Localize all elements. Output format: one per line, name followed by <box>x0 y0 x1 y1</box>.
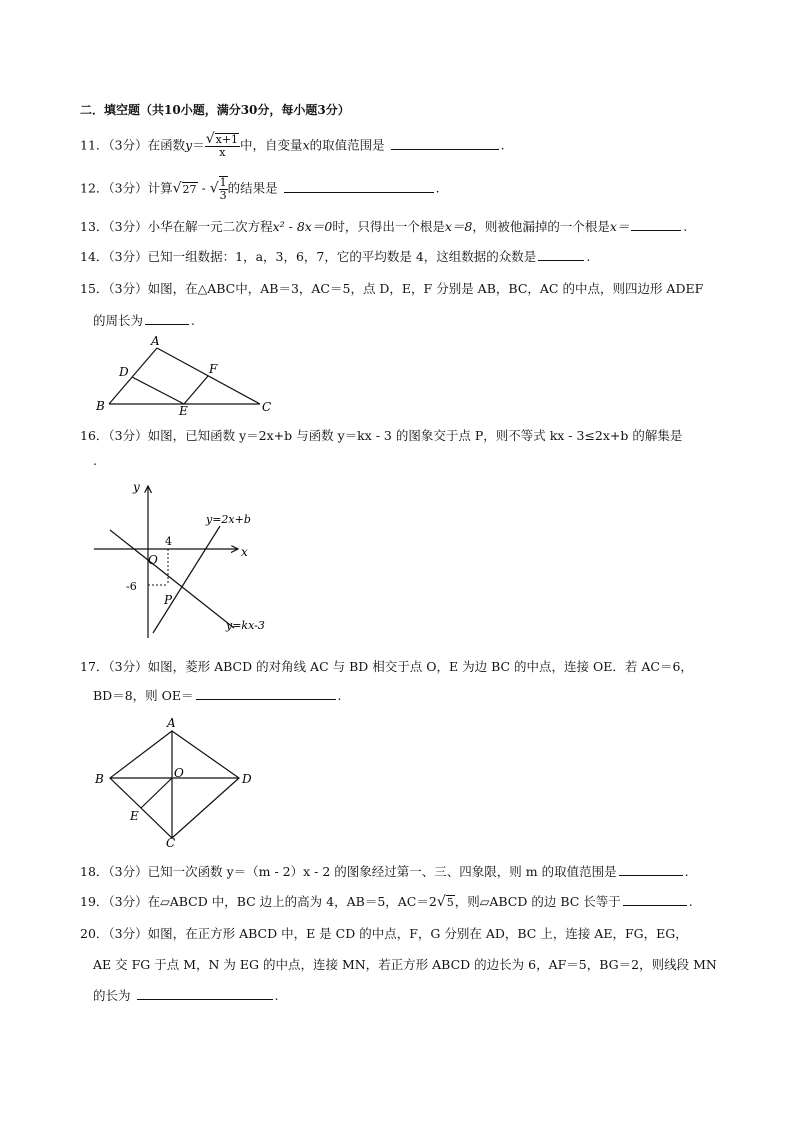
q16-score: （3分） <box>108 428 148 443</box>
answer-blank-18[interactable] <box>619 863 683 876</box>
q17-score: （3分） <box>108 659 148 674</box>
label-o: O <box>174 766 184 780</box>
q12-root1: 27 <box>182 182 197 196</box>
q12-frac-den: 3 <box>219 189 227 202</box>
q12-fraction <box>219 176 228 202</box>
q15-line1: 如图，在△ABC中，AB＝3，AC＝5，点 D，E，F 分别是 AB，BC，AC 的中点，则四边形 ADEF <box>147 281 704 296</box>
question-18 <box>80 862 689 880</box>
q11-denominator: x <box>219 146 226 159</box>
answer-blank-20[interactable] <box>137 987 273 1000</box>
question-15-line1 <box>80 279 703 297</box>
point-p-label: P <box>164 593 173 607</box>
q11-number: 11． <box>80 137 109 153</box>
rhombus-figure <box>88 712 268 850</box>
q13-text2: 时，只得出一个根是 <box>332 219 445 234</box>
q18-number: 18． <box>80 864 109 879</box>
label-f: F <box>209 362 218 376</box>
radical-icon: √ <box>436 894 446 910</box>
answer-blank-19[interactable] <box>623 893 687 906</box>
q12-post: 的结果是 <box>227 180 278 196</box>
q15-period: . <box>191 313 195 328</box>
q12-period: . <box>435 180 440 196</box>
y-axis-label: y <box>133 480 140 494</box>
q12-pre: 计算 <box>147 180 173 196</box>
q20-number: 20． <box>80 926 109 941</box>
side-ab <box>109 348 157 404</box>
q17-line1: 如图，菱形 ABCD 的对角线 AC 与 BD 相交于点 O，E 为边 BC 的中点，连接 OE．若 AC＝6， <box>147 659 693 674</box>
segment-ef <box>184 376 208 404</box>
q18-score: （3分） <box>108 864 148 879</box>
q14-text: 已知一组数据：1，a，3，6，7，它的平均数是 4，这组数据的众数是 <box>147 249 537 264</box>
q11-period: . <box>500 137 505 153</box>
question-14 <box>80 247 590 265</box>
q13-period: . <box>683 219 688 234</box>
section-title: 二．填空题（共10小题，满分30分，每小题3分） <box>80 103 350 117</box>
answer-blank-13[interactable] <box>631 218 681 231</box>
label-b: B <box>96 399 105 413</box>
q12-number: 12． <box>80 180 109 196</box>
q19-number: 19． <box>80 894 109 909</box>
answer-blank-14[interactable] <box>538 248 584 261</box>
question-17-line2 <box>93 686 342 704</box>
q11-fraction <box>205 133 240 159</box>
x-axis-label: x <box>241 545 248 559</box>
radical-icon: √ <box>205 131 215 147</box>
q13-score: （3分） <box>108 219 148 234</box>
q17-line2: BD＝8，则 OE＝ <box>93 688 194 703</box>
tick-label-x: 4 <box>165 535 172 548</box>
label-e: E <box>130 809 139 823</box>
question-17-line1 <box>80 657 693 675</box>
q19-text2: ，则▱ABCD 的边 BC 长等于 <box>454 894 621 909</box>
q11-score: （3分） <box>108 137 148 153</box>
q11-eq: ＝ <box>192 137 205 153</box>
q18-text: 已知一次函数 y＝（m - 2）x - 2 的图象经过第一、三、四象限，则 m 的取值范围是 <box>147 864 617 879</box>
line-label-2x-plus-b: y=2x+b <box>206 513 251 526</box>
question-12 <box>80 176 440 202</box>
question-11 <box>80 133 505 159</box>
q13-number: 13． <box>80 219 109 234</box>
q19-root: 5 <box>446 896 454 909</box>
q13-text1: 小华在解一元二次方程 <box>147 219 273 234</box>
q11-y: y <box>185 137 193 153</box>
triangle-figure <box>88 332 288 418</box>
q13-equation: x² - 8x＝0 <box>272 219 333 234</box>
label-d: D <box>119 365 129 379</box>
q16-number: 16． <box>80 428 109 443</box>
q15-number: 15． <box>80 281 109 296</box>
segment-oe <box>141 778 172 808</box>
label-e: E <box>179 404 188 418</box>
q17-period: . <box>337 688 342 703</box>
q11-x: x <box>302 137 310 153</box>
q16-line1: 如图，已知函数 y＝2x+b 与函数 y＝kx - 3 的图象交于点 P，则不等式 kx - 3≤2x+b 的解集是 <box>147 428 683 443</box>
q19-text1: 在▱ABCD 中，BC 边上的高为 4，AB＝5，AC＝2 <box>147 894 437 909</box>
q11-pre: 在函数 <box>147 137 186 153</box>
q12-minus: - <box>197 180 210 196</box>
answer-blank-17[interactable] <box>196 687 336 700</box>
q11-post2: 的取值范围是 <box>309 137 385 153</box>
question-20-line2 <box>93 955 717 973</box>
q19-period: . <box>688 894 693 909</box>
q20-line1: 如图，在正方形 ABCD 中，E 是 CD 的中点，F，G 分别在 AD，BC 上，连接 AE，FG，EG， <box>147 926 688 941</box>
q12-frac-num: 1 <box>219 176 227 189</box>
q18-period: . <box>684 864 689 879</box>
label-c: C <box>262 400 272 414</box>
answer-blank-12[interactable] <box>284 180 434 193</box>
q15-score: （3分） <box>108 281 148 296</box>
origin-label: O <box>148 553 158 567</box>
line-kx-minus-3 <box>110 530 234 628</box>
radical-icon: √ <box>209 180 219 197</box>
label-d: D <box>242 772 252 786</box>
side-ac <box>157 348 260 404</box>
q15-line2: 的周长为 <box>93 313 144 328</box>
q13-answer-var: x＝ <box>609 219 630 234</box>
q12-score: （3分） <box>108 180 148 196</box>
line-2x-plus-b <box>153 526 220 633</box>
q20-line2: AE 交 FG 于点 M，N 为 EG 的中点，连接 MN，若正方形 ABCD 的边长为 6，AF＝5，BG＝2，则线段 MN <box>93 957 717 972</box>
q20-line3: 的长为 <box>93 988 131 1003</box>
answer-blank-15[interactable] <box>145 312 189 325</box>
q13-root: x＝8 <box>444 219 473 234</box>
question-19 <box>80 892 693 910</box>
q14-score: （3分） <box>108 249 148 264</box>
label-a: A <box>151 334 160 348</box>
q11-sqrt-body: x+1 <box>215 133 239 146</box>
q14-number: 14． <box>80 249 109 264</box>
question-20-line1 <box>80 924 688 942</box>
label-b: B <box>95 772 104 786</box>
q14-period: . <box>586 249 591 264</box>
q20-score: （3分） <box>108 926 148 941</box>
label-c: C <box>166 836 176 850</box>
line-label-kx-minus-3: y=kx-3 <box>226 619 265 632</box>
q13-text3: ，则被他漏掉的一个根是 <box>472 219 610 234</box>
q20-period: . <box>274 988 279 1003</box>
question-13 <box>80 217 687 235</box>
q17-number: 17． <box>80 659 109 674</box>
question-16-line1 <box>80 426 682 444</box>
radical-icon: √ <box>172 180 182 197</box>
tick-label-y: -6 <box>126 580 137 593</box>
label-a: A <box>167 716 176 730</box>
q16-line2: . <box>93 453 97 468</box>
q19-score: （3分） <box>108 894 148 909</box>
question-16-line2 <box>93 453 97 468</box>
segment-de <box>132 377 184 404</box>
answer-blank-11[interactable] <box>391 137 499 150</box>
question-20-line3 <box>93 986 278 1004</box>
function-graph-figure <box>88 478 288 644</box>
q11-post: 中，自变量 <box>240 137 303 153</box>
question-15-line2 <box>93 311 195 329</box>
